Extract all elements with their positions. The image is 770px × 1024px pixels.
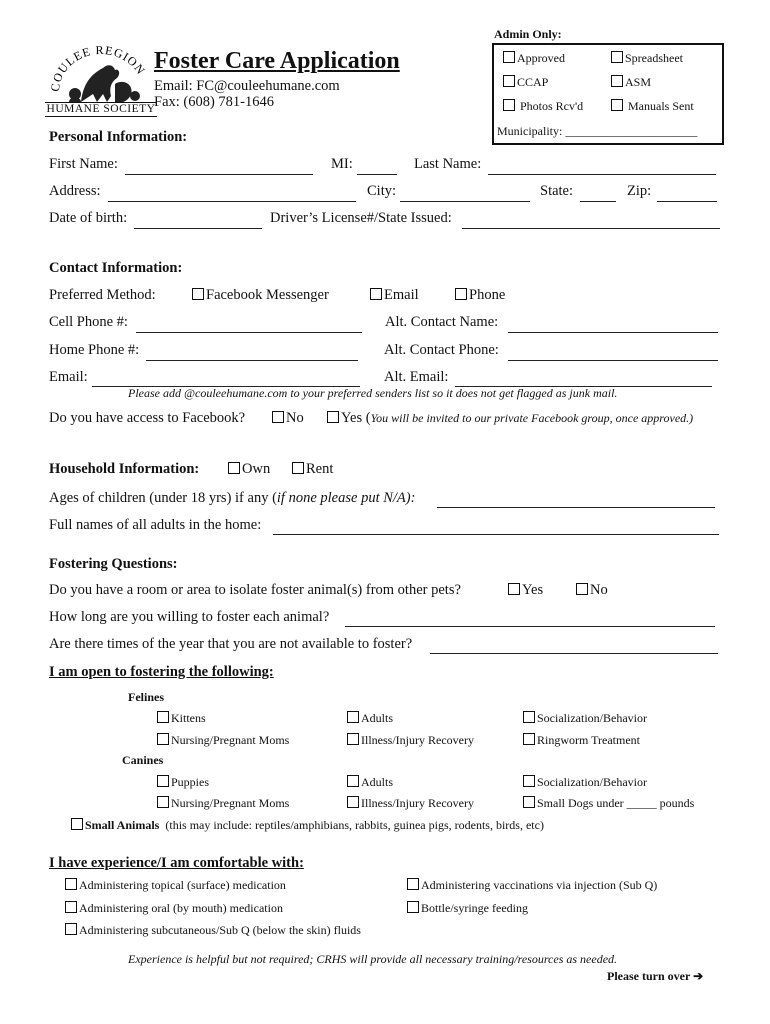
own-option[interactable]: Own: [228, 461, 270, 478]
checkbox[interactable]: [192, 288, 204, 300]
isolate-question: Do you have a room or area to isolate foster animal(s) from other pets?: [49, 582, 461, 598]
checkbox[interactable]: [576, 583, 588, 595]
checkbox[interactable]: [292, 462, 304, 474]
children-field[interactable]: [437, 507, 715, 508]
checkbox[interactable]: [327, 411, 339, 423]
last-name-field[interactable]: [488, 174, 716, 175]
exp-oral[interactable]: Administering oral (by mouth) medication: [65, 901, 283, 916]
email-label: Email:: [49, 369, 88, 385]
canines-illness[interactable]: Illness/Injury Recovery: [347, 796, 474, 811]
contact-fax: Fax: (608) 781-1646: [154, 94, 275, 110]
canines-socialization[interactable]: Socialization/Behavior: [523, 775, 647, 790]
canines-puppies[interactable]: Puppies: [157, 775, 209, 790]
logo-text: HUMANE SOCIETY: [46, 103, 156, 115]
open-to-heading: I am open to fostering the following:: [49, 664, 274, 680]
checkbox[interactable]: [347, 796, 359, 808]
checkbox[interactable]: [407, 878, 419, 890]
zip-label: Zip:: [627, 183, 652, 199]
canines-adults[interactable]: Adults: [347, 775, 393, 790]
email-note: Please add @couleehumane.com to your preferred senders list so it does not get flagged as junk mail.: [128, 386, 618, 400]
how-long-field[interactable]: [345, 626, 715, 627]
alt-phone-label: Alt. Contact Phone:: [384, 342, 499, 358]
mi-field[interactable]: [357, 174, 397, 175]
checkbox[interactable]: [157, 775, 169, 787]
city-label: City:: [367, 183, 397, 199]
adults-question: Full names of all adults in the home:: [49, 517, 262, 533]
cell-label: Cell Phone #:: [49, 314, 128, 330]
checkbox[interactable]: [611, 99, 623, 111]
exp-bottle[interactable]: Bottle/syringe feeding: [407, 901, 528, 916]
admin-title: Admin Only:: [494, 27, 562, 41]
checkbox[interactable]: [503, 51, 515, 63]
state-field[interactable]: [580, 201, 616, 202]
exp-topical[interactable]: Administering topical (surface) medication: [65, 878, 286, 893]
felines-socialization[interactable]: Socialization/Behavior: [523, 711, 647, 726]
checkbox[interactable]: [347, 733, 359, 745]
admin-approved[interactable]: Approved: [503, 51, 565, 66]
felines-label: Felines: [128, 690, 164, 704]
checkbox[interactable]: [523, 775, 535, 787]
checkbox[interactable]: [65, 901, 77, 913]
isolate-no-option[interactable]: No: [576, 582, 608, 599]
svg-text:COULEE REGION: COULEE REGION: [47, 44, 149, 93]
children-question: Ages of children (under 18 yrs) if any (if none please put N/A):: [49, 490, 416, 506]
checkbox[interactable]: [228, 462, 240, 474]
checkbox[interactable]: [157, 733, 169, 745]
fostering-heading: Fostering Questions:: [49, 556, 178, 572]
turn-over: Please turn over ➔: [607, 969, 704, 983]
license-label: Driver’s License#/State Issued:: [270, 210, 452, 226]
checkbox[interactable]: [347, 775, 359, 787]
felines-kittens[interactable]: Kittens: [157, 711, 206, 726]
canines-nursing[interactable]: Nursing/Pregnant Moms: [157, 796, 289, 811]
checkbox[interactable]: [157, 711, 169, 723]
phone-option[interactable]: Phone: [455, 287, 505, 304]
alt-name-field[interactable]: [508, 332, 718, 333]
last-name-label: Last Name:: [414, 156, 482, 172]
first-name-field[interactable]: [125, 174, 313, 175]
admin-photos[interactable]: Photos Rcv'd: [503, 99, 583, 114]
address-field[interactable]: [108, 201, 356, 202]
checkbox[interactable]: [347, 711, 359, 723]
checkbox[interactable]: [523, 796, 535, 808]
home-field[interactable]: [146, 360, 358, 361]
admin-manuals[interactable]: Manuals Sent: [611, 99, 694, 114]
checkbox[interactable]: [523, 733, 535, 745]
facebook-messenger-option[interactable]: Facebook Messenger: [192, 287, 329, 304]
checkbox[interactable]: [611, 51, 623, 63]
checkbox[interactable]: [370, 288, 382, 300]
isolate-yes-option[interactable]: Yes: [508, 582, 543, 599]
personal-heading: Personal Information:: [49, 129, 188, 145]
admin-municipality[interactable]: Municipality: ______________________: [497, 124, 698, 138]
exp-subq[interactable]: Administering subcutaneous/Sub Q (below the skin) fluids: [65, 923, 361, 938]
contact-email: Email: FC@couleehumane.com: [154, 78, 340, 94]
zip-field[interactable]: [657, 201, 717, 202]
alt-phone-field[interactable]: [508, 360, 718, 361]
page-title: Foster Care Application: [154, 48, 400, 74]
arrow-right-icon: ➔: [693, 969, 704, 983]
felines-nursing[interactable]: Nursing/Pregnant Moms: [157, 733, 289, 748]
checkbox[interactable]: [407, 901, 419, 913]
unavailable-field[interactable]: [430, 653, 718, 654]
mi-label: MI:: [331, 156, 353, 172]
how-long-question: How long are you willing to foster each animal?: [49, 609, 330, 625]
contact-heading: Contact Information:: [49, 260, 183, 276]
checkbox[interactable]: [157, 796, 169, 808]
exp-vaccinations[interactable]: Administering vaccinations via injection (Sub Q): [407, 878, 657, 893]
dob-label: Date of birth:: [49, 210, 128, 226]
preferred-label: Preferred Method:: [49, 287, 156, 303]
facebook-question: Do you have access to Facebook?: [49, 410, 246, 426]
felines-adults[interactable]: Adults: [347, 711, 393, 726]
facebook-yes-option[interactable]: Yes (You will be invited to our private Facebook group, once approved.): [327, 410, 693, 427]
cell-field[interactable]: [136, 332, 362, 333]
dob-field[interactable]: [134, 228, 262, 229]
felines-ringworm[interactable]: Ringworm Treatment: [523, 733, 640, 748]
state-label: State:: [540, 183, 574, 199]
rent-option[interactable]: Rent: [292, 461, 333, 478]
footer-note: Experience is helpful but not required; CRHS will provide all necessary training/resources as needed.: [128, 952, 618, 966]
checkbox[interactable]: [523, 711, 535, 723]
experience-heading: I have experience/I am comfortable with:: [49, 855, 304, 871]
license-field[interactable]: [462, 228, 720, 229]
address-label: Address:: [49, 183, 101, 199]
admin-asm[interactable]: ASM: [611, 75, 651, 90]
checkbox[interactable]: [503, 75, 515, 87]
alt-email-label: Alt. Email:: [384, 369, 449, 385]
city-field[interactable]: [400, 201, 530, 202]
first-name-label: First Name:: [49, 156, 118, 172]
checkbox[interactable]: [455, 288, 467, 300]
email-option[interactable]: Email: [370, 287, 419, 304]
unavailable-question: Are there times of the year that you are not available to foster?: [49, 636, 413, 652]
canines-label: Canines: [122, 753, 164, 767]
checkbox[interactable]: [503, 99, 515, 111]
checkbox[interactable]: [611, 75, 623, 87]
checkbox[interactable]: [65, 878, 77, 890]
checkbox[interactable]: [65, 923, 77, 935]
adults-field[interactable]: [273, 534, 719, 535]
admin-spreadsheet[interactable]: Spreadsheet: [611, 51, 683, 66]
alt-name-label: Alt. Contact Name:: [385, 314, 499, 330]
canines-small-dogs[interactable]: Small Dogs under _____ pounds: [523, 796, 694, 811]
checkbox[interactable]: [508, 583, 520, 595]
checkbox[interactable]: [272, 411, 284, 423]
logo: [45, 44, 157, 118]
home-label: Home Phone #:: [49, 342, 140, 358]
small-animals-option[interactable]: Small Animals (this may include: reptiles/amphibians, rabbits, guinea pigs, rodents, birds, etc): [71, 818, 544, 833]
admin-ccap[interactable]: CCAP: [503, 75, 548, 90]
checkbox[interactable]: [71, 818, 83, 830]
household-heading: Household Information:: [49, 461, 200, 477]
facebook-no-option[interactable]: No: [272, 410, 304, 427]
felines-illness[interactable]: Illness/Injury Recovery: [347, 733, 474, 748]
